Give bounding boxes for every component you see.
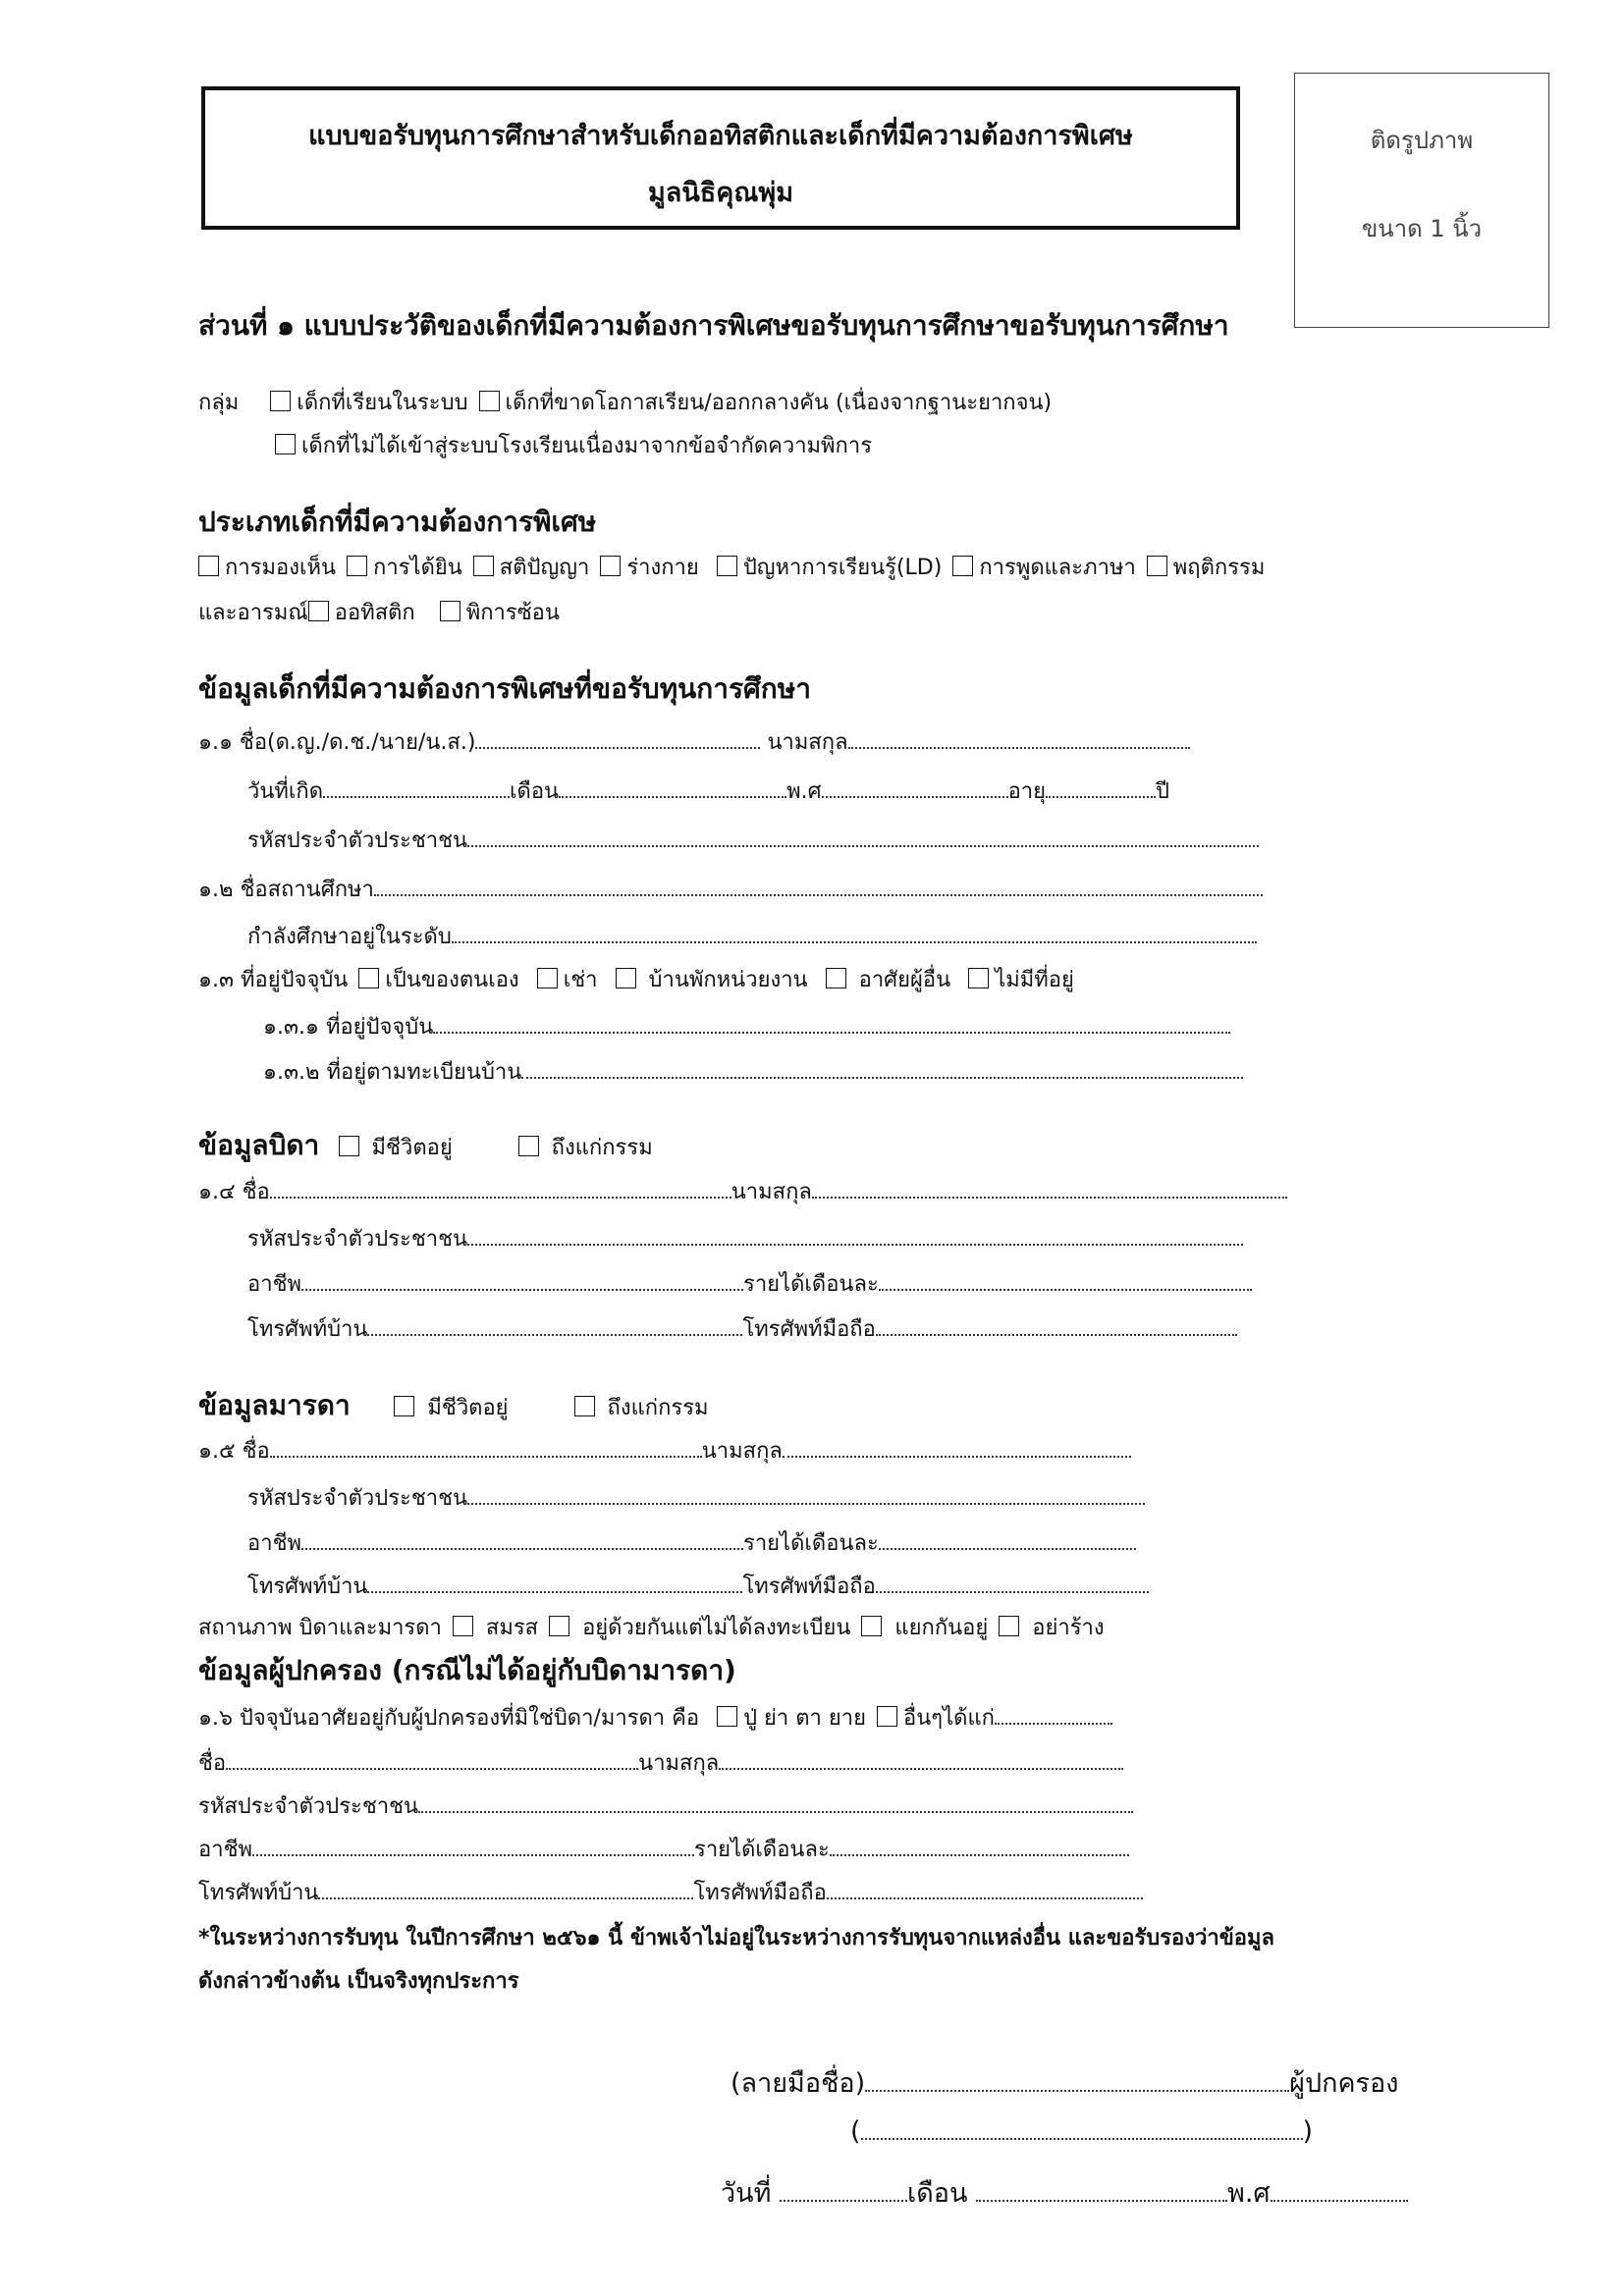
status-unregistered-label: อยู่ด้วยกันแต่ไม่ได้ลงทะเบียน [582, 1616, 851, 1640]
group-opt-in-school: เด็กที่เรียนในระบบ [297, 391, 468, 415]
special-type-row-2 [198, 595, 560, 629]
father-id-row [247, 1221, 1243, 1255]
addr-none-checkbox[interactable] [968, 968, 989, 988]
printed-name-open-paren: ( [850, 2116, 861, 2147]
guardian-mobile-field[interactable] [827, 1880, 1143, 1899]
father-job-field[interactable] [301, 1271, 743, 1291]
mother-phone-row [247, 1569, 1149, 1603]
addr-rent-label: เช่า [563, 968, 598, 992]
child-birth-row [247, 774, 1169, 808]
status-unregistered-checkbox[interactable] [549, 1616, 569, 1636]
school-label: ๑.๒ ชื่อสถานศึกษา [198, 878, 374, 902]
mother-alive-label: มีชีวิตอยู่ [427, 1396, 509, 1420]
printed-name-row [850, 2116, 1313, 2147]
mother-surname-label: นามสกุล [701, 1439, 783, 1464]
photo-placeholder[interactable] [1294, 73, 1549, 328]
guardian-grandparents-label: ปู่ ย่า ตา ยาย [743, 1706, 867, 1731]
mother-heading: ข้อมูลมารดา [198, 1389, 351, 1421]
guardian-income-field[interactable] [830, 1837, 1129, 1856]
addr-current-field[interactable] [433, 1014, 1230, 1034]
addr-current-row [263, 1009, 1230, 1043]
age-label: อายุ [1007, 779, 1047, 804]
addr-current-label: ๑.๓.๑ ที่อยู่ปัจจุบัน [263, 1015, 434, 1040]
father-heading: ข้อมูลบิดา [198, 1129, 320, 1161]
mother-mobile-label: โทรศัพท์มือถือ [742, 1575, 876, 1599]
addr-own-label: เป็นของตนเอง [385, 968, 519, 992]
child-surname-field[interactable] [848, 729, 1190, 749]
sign-month-field[interactable] [976, 2180, 1227, 2202]
type-physical-checkbox[interactable] [600, 556, 621, 576]
father-alive-checkbox[interactable] [339, 1136, 359, 1156]
group-in-school-checkbox[interactable] [270, 391, 291, 411]
type-speech-label: การพูดและภาษา [979, 556, 1136, 580]
school-field[interactable] [374, 877, 1263, 896]
guardian-grandparents-checkbox[interactable] [717, 1706, 737, 1727]
mother-deceased-checkbox[interactable] [574, 1396, 595, 1416]
status-divorced-label: อย่าร้าง [1032, 1616, 1105, 1640]
mother-phone-label: โทรศัพท์บ้าน [247, 1575, 368, 1599]
mother-income-field[interactable] [879, 1530, 1136, 1550]
child-surname-label: นามสกุล [767, 730, 848, 755]
guardian-job-label: อาชีพ [198, 1838, 252, 1862]
type-vision-label: การมองเห็น [225, 556, 337, 580]
father-surname-label: นามสกุล [731, 1180, 812, 1204]
type-intellect-label: สติปัญญา [499, 556, 590, 580]
child-name-field[interactable] [475, 729, 760, 749]
guardian-name-field[interactable] [226, 1750, 638, 1770]
level-label: กำลังศึกษาอยู่ในระดับ [247, 925, 452, 949]
type-physical-label: ร่างกาย [626, 556, 699, 580]
guardian-surname-label: นามสกุล [638, 1751, 720, 1776]
group-row-2 [271, 428, 872, 462]
type-multiple-label: พิการซ้อน [465, 601, 560, 625]
photo-label: ติดรูปภาพ [1370, 127, 1474, 154]
special-type-heading: ประเภทเด็กที่มีความต้องการพิเศษ [198, 506, 597, 538]
type-autism-checkbox[interactable] [308, 601, 329, 621]
mother-id-label: รหัสประจำตัวประชาชน [247, 1486, 468, 1511]
type-ld-label: ปัญหาการเรียนรู้(LD) [742, 556, 943, 580]
status-married-label: สมรส [485, 1616, 539, 1640]
group-dropout-checkbox[interactable] [479, 391, 500, 411]
group-opt-not-enrolled: เด็กที่ไม่ได้เข้าสู่ระบบโรงเรียนเนื่องมาจากข้อจำกัดความพิการ [301, 434, 873, 458]
status-separated-label: แยกกันอยู่ [894, 1616, 989, 1640]
mother-phone-field[interactable] [367, 1574, 742, 1593]
addr-registered-label: ๑.๓.๒ ที่อยู่ตามทะเบียนบ้าน [263, 1060, 522, 1085]
type-multiple-checkbox[interactable] [440, 601, 460, 621]
mother-job-field[interactable] [301, 1530, 743, 1550]
mother-job-label: อาชีพ [247, 1531, 301, 1556]
father-name-label: ๑.๔ ชื่อ [198, 1180, 270, 1204]
guardian-other-field[interactable] [995, 1705, 1112, 1725]
photo-size-label: ขนาด 1 นิ้ว [1361, 215, 1483, 242]
sign-day-field[interactable] [780, 2180, 907, 2202]
birth-month-label: เดือน [510, 779, 560, 804]
group-opt-dropout: เด็กที่ขาดโอกาสเรียน/ออกกลางคัน (เนื่องจากฐานะยากจน) [505, 391, 1053, 415]
declaration-line-2: ดังกล่าวข้างต้น เป็นจริงทุกประการ [198, 1969, 519, 1994]
father-job-label: อาชีพ [247, 1272, 301, 1297]
age-field[interactable] [1046, 778, 1156, 798]
addr-others-checkbox[interactable] [826, 968, 846, 988]
father-alive-label: มีชีวิตอยู่ [371, 1136, 453, 1160]
guardian-intro-label: ๑.๖ ปัจจุบันอาศัยอยู่กับผู้ปกครองที่มิใช่บิดา/มารดา คือ [198, 1706, 700, 1731]
signature-label: (ลายมือชื่อ) [731, 2068, 866, 2099]
father-deceased-checkbox[interactable] [518, 1136, 539, 1156]
child-id-row [247, 823, 1259, 857]
signature-field[interactable] [865, 2070, 1289, 2092]
guardian-id-label: รหัสประจำตัวประชาชน [198, 1794, 419, 1819]
addr-rent-checkbox[interactable] [537, 968, 558, 988]
group-not-enrolled-checkbox[interactable] [275, 434, 296, 454]
addr-others-label: อาศัยผู้อื่น [858, 968, 951, 992]
child-level-row [247, 919, 1257, 953]
marital-status-row [198, 1610, 1105, 1644]
guardian-income-label: รายได้เดือนละ [694, 1838, 830, 1862]
group-row-1 [198, 385, 1052, 419]
father-phone-field[interactable] [367, 1316, 742, 1336]
addr-registered-row [263, 1054, 1243, 1089]
father-income-field[interactable] [879, 1271, 1252, 1291]
birth-year-field[interactable] [822, 778, 1008, 798]
father-surname-field[interactable] [812, 1179, 1287, 1199]
mother-alive-checkbox[interactable] [394, 1396, 414, 1416]
mother-id-field[interactable] [467, 1485, 1145, 1505]
child-name-row [198, 724, 1190, 759]
age-unit-label: ปี [1156, 779, 1169, 804]
addr-none-label: ไม่มีที่อยู่ [995, 968, 1074, 992]
type-intellect-checkbox[interactable] [473, 556, 494, 576]
type-hearing-label: การได้ยิน [373, 556, 462, 580]
addr-own-checkbox[interactable] [358, 968, 379, 988]
guardian-job-row [198, 1832, 1129, 1866]
mother-name-field[interactable] [270, 1438, 702, 1458]
status-married-checkbox[interactable] [453, 1616, 473, 1636]
mother-name-label: ๑.๕ ชื่อ [198, 1439, 270, 1464]
foundation-name: มูลนิธิคุณพุ่ม [648, 178, 793, 208]
addr-registered-field[interactable] [521, 1059, 1243, 1079]
type-hearing-checkbox[interactable] [347, 556, 367, 576]
type-vision-checkbox[interactable] [198, 556, 219, 576]
guardian-id-field[interactable] [418, 1793, 1133, 1813]
addr-agency-label: บ้านพักหน่วยงาน [648, 968, 808, 992]
address-label: ๑.๓ ที่อยู่ปัจจุบัน [198, 968, 349, 992]
child-name-label: ๑.๑ ชื่อ(ด.ญ./ด.ช./นาย/น.ส.) [198, 730, 476, 755]
type-speech-checkbox[interactable] [952, 556, 973, 576]
form-title-box [201, 86, 1240, 230]
type-behavior-checkbox[interactable] [1147, 556, 1167, 576]
father-phone-label: โทรศัพท์บ้าน [247, 1317, 368, 1342]
printed-name-field[interactable] [861, 2118, 1303, 2140]
type-behavior-label: พฤติกรรม [1172, 556, 1266, 580]
guardian-surname-field[interactable] [719, 1750, 1123, 1770]
mother-deceased-label: ถึงแก่กรรม [607, 1396, 709, 1420]
mother-mobile-field[interactable] [876, 1574, 1149, 1593]
child-info-heading: ข้อมูลเด็กที่มีความต้องการพิเศษที่ขอรับทุนการศึกษา [198, 672, 811, 705]
type-autism-label: ออทิสติก [334, 601, 415, 625]
type-ld-checkbox[interactable] [717, 556, 737, 576]
child-id-label: รหัสประจำตัวประชาชน [247, 828, 468, 853]
father-phone-row [247, 1311, 1237, 1346]
father-id-field[interactable] [467, 1226, 1243, 1246]
guardian-name-row [198, 1745, 1123, 1780]
birth-month-field[interactable] [559, 778, 786, 798]
addr-agency-checkbox[interactable] [616, 968, 636, 988]
mother-id-row [247, 1480, 1145, 1515]
guardian-id-row [198, 1789, 1133, 1823]
sign-year-label: พ.ศ [1227, 2178, 1271, 2209]
guardian-heading: ข้อมูลผู้ปกครอง (กรณีไม่ได้อยู่กับบิดามารดา) [198, 1654, 736, 1686]
child-id-field[interactable] [467, 828, 1259, 847]
birth-year-label: พ.ศ [786, 779, 822, 804]
father-name-field[interactable] [270, 1179, 731, 1199]
mother-income-label: รายได้เดือนละ [743, 1531, 879, 1556]
special-type-row-1 [194, 550, 1265, 584]
father-mobile-field[interactable] [876, 1316, 1237, 1336]
mother-surname-field[interactable] [783, 1438, 1131, 1458]
signature-role-label: ผู้ปกครอง [1289, 2068, 1399, 2099]
guardian-job-field[interactable] [252, 1837, 694, 1856]
level-field[interactable] [452, 924, 1257, 943]
sign-month-label: เดือน [907, 2178, 968, 2209]
child-school-row [198, 872, 1263, 906]
form-title: แบบขอรับทุนการศึกษาสำหรับเด็กออทิสติกและเด็กที่มีความต้องการพิเศษ [308, 121, 1133, 151]
guardian-other-checkbox[interactable] [877, 1706, 897, 1727]
status-label: สถานภาพ บิดาและมารดา [198, 1616, 442, 1640]
sign-date-row [721, 2171, 1408, 2214]
father-deceased-label: ถึงแก่กรรม [551, 1136, 653, 1160]
mother-job-row [247, 1525, 1136, 1560]
declaration-line-1: *ในระหว่างการรับทุน ในปีการศึกษา ๒๕๖๑ นี้ ข้าพเจ้าไม่อยู่ในระหว่างการรับทุนจากแหล่งอื่น และขอรับรองว่าข้อมูล [198, 1926, 1274, 1950]
status-separated-checkbox[interactable] [861, 1616, 882, 1636]
guardian-phone-field[interactable] [318, 1880, 693, 1899]
part1-heading: ส่วนที่ ๑ แบบประวัติของเด็กที่มีความต้องการพิเศษขอรับทุนการศึกษาขอรับทุนการศึกษา [198, 309, 1229, 342]
type-emotion-label: และอารมณ์ [198, 601, 308, 625]
sign-date-label: วันที่ [721, 2178, 772, 2209]
printed-name-close-paren: ) [1302, 2116, 1314, 2147]
guardian-name-label: ชื่อ [198, 1751, 227, 1776]
group-label: กลุ่ม [198, 391, 240, 415]
father-heading-row [198, 1124, 653, 1167]
birth-day-field[interactable] [323, 778, 510, 798]
birth-day-label: วันที่เกิด [247, 779, 324, 804]
guardian-phone-row [198, 1875, 1143, 1909]
father-id-label: รหัสประจำตัวประชาชน [247, 1227, 468, 1252]
mother-name-row [198, 1433, 1131, 1468]
father-mobile-label: โทรศัพท์มือถือ [742, 1317, 876, 1342]
guardian-mobile-label: โทรศัพท์มือถือ [693, 1881, 827, 1905]
guardian-other-label: อื่นๆได้แก่ [903, 1706, 995, 1731]
status-divorced-checkbox[interactable] [999, 1616, 1019, 1636]
child-address-type-row [198, 962, 1074, 996]
signature-row [731, 2061, 1398, 2104]
sign-year-field[interactable] [1271, 2180, 1408, 2202]
father-job-row [247, 1266, 1252, 1301]
father-name-row [198, 1174, 1287, 1208]
guardian-intro-row [198, 1700, 1112, 1735]
mother-heading-row [198, 1384, 709, 1427]
guardian-phone-label: โทรศัพท์บ้าน [198, 1881, 319, 1905]
father-income-label: รายได้เดือนละ [743, 1272, 879, 1297]
